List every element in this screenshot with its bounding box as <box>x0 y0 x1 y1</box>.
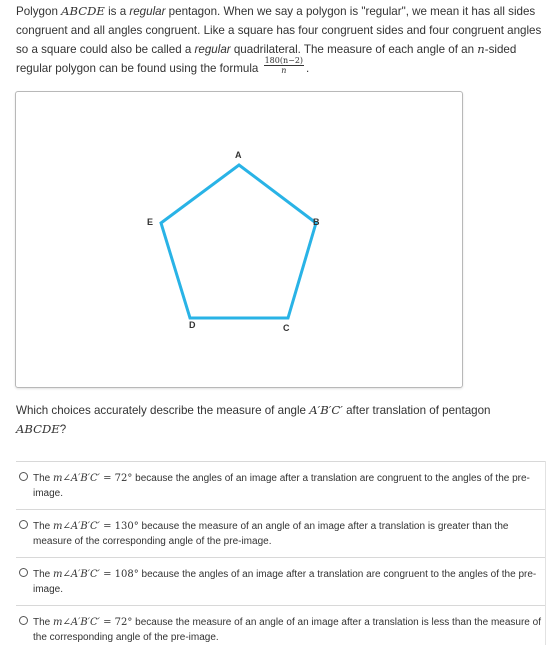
divider <box>545 461 546 645</box>
question-text <box>16 401 536 439</box>
question-polygon: ABCDE <box>16 422 60 436</box>
radio-button[interactable] <box>19 520 28 529</box>
formula-numerator: 180(n−2) <box>264 56 304 66</box>
choice-text: The m∠A′B′C′ = 72° because the measure of an angle of an image after a translation is less than the measure of the corresponding angle of the pre-image. <box>33 617 541 643</box>
choice-3[interactable] <box>16 557 546 605</box>
question-stem: after translation of pentagon <box>342 404 491 417</box>
vertex-label-d: D <box>189 320 196 330</box>
choice-text: The m∠A′B′C′ = 72° because the angles of an image after a translation are congruent to the angles of the pre-image. <box>33 473 530 499</box>
vertex-label-b: B <box>313 217 320 227</box>
vertex-label-a: A <box>235 150 242 160</box>
regular-emphasis: regular <box>129 5 166 18</box>
intro-text: quadrilateral. The measure of each angle of an <box>230 43 478 56</box>
question-stem: Which choices accurately describe the measure of angle <box>16 404 310 417</box>
intro-text: Polygon <box>16 5 62 18</box>
vertex-label-e: E <box>147 217 154 227</box>
angle-formula <box>264 56 304 75</box>
formula-denominator: n <box>281 66 287 76</box>
choice-4[interactable] <box>16 605 546 653</box>
regular-emphasis: regular <box>194 43 231 56</box>
n-variable: n <box>477 42 485 56</box>
choice-text: The m∠A′B′C′ = 130° because the measure of an angle of an image after a translation is greater than the measure of the corresponding angle of the pre-image. <box>33 521 509 547</box>
choice-2[interactable] <box>16 509 546 557</box>
question-angle: A′B′C′ <box>309 403 343 417</box>
answer-choices <box>16 461 546 653</box>
vertex-label-c: C <box>283 323 290 333</box>
radio-button[interactable] <box>19 472 28 481</box>
intro-paragraph <box>16 2 548 78</box>
polygon-name: ABCDE <box>61 4 105 18</box>
pentagon-figure <box>16 92 462 387</box>
question-stem: ? <box>59 423 67 436</box>
radio-button[interactable] <box>19 568 28 577</box>
intro-text: pentagon. When we say a polygon is "regular", we mean it has all sides congruent and all angles congruent. Like a square has four congruent sides and four congruent angles so a square could also be called a <box>16 5 542 56</box>
choice-1[interactable] <box>16 461 546 509</box>
radio-button[interactable] <box>19 616 28 625</box>
intro-text: is a <box>104 5 130 18</box>
intro-text: . <box>306 62 310 75</box>
figure-panel <box>15 91 463 388</box>
intro-text: -sided regular polygon can be found using the formula <box>16 43 517 75</box>
pentagon-abcde <box>161 165 316 318</box>
choice-text: The m∠A′B′C′ = 108° because the angles of an image after a translation are congruent to the angles of the pre-image. <box>33 569 537 595</box>
